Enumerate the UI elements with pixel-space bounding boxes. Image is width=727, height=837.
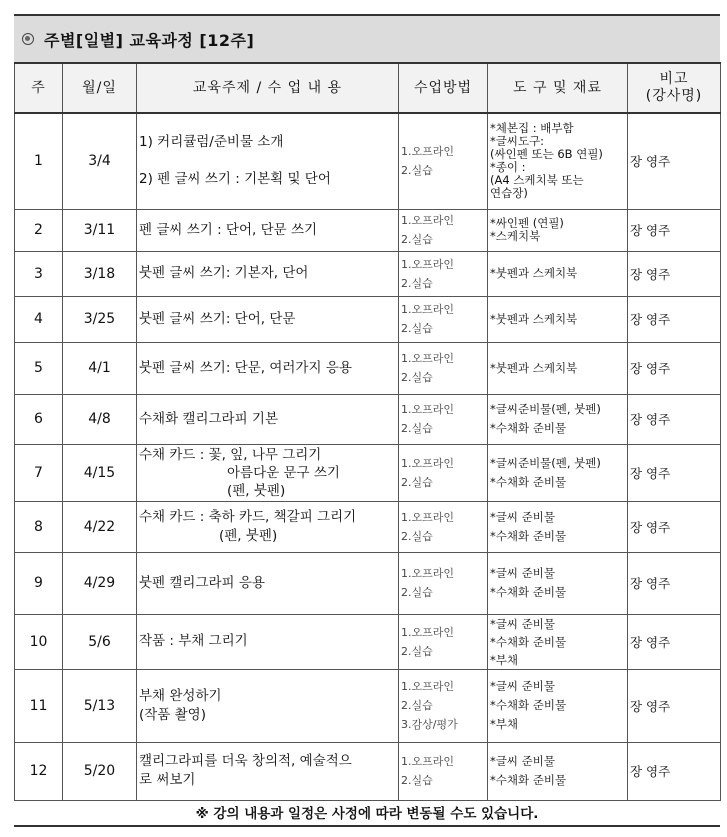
header-note [628, 63, 721, 113]
topic-line: 수채화 캘리그라피 기본 [139, 410, 278, 427]
method-line: 1.오프라인 [401, 680, 454, 693]
tools-line: *글씨 준비물 [490, 679, 555, 693]
table-row [15, 113, 721, 209]
topic-line: 캘리그라피를 더욱 창의적, 예술적으 [139, 753, 352, 769]
table-row [15, 669, 721, 742]
instructor-cell: 장 영주 [628, 209, 721, 251]
method-line: 2.실습 [401, 164, 433, 178]
method-line: 2.실습 [401, 644, 433, 658]
instructor-cell: 장 영주 [628, 552, 721, 614]
table-row [15, 251, 721, 296]
method-line: 2.실습 [401, 774, 433, 787]
topic-cell [137, 296, 399, 342]
method-line: 1.오프라인 [401, 456, 454, 470]
topic-cell [137, 444, 399, 501]
topic-cell [137, 669, 399, 742]
topic-line: 수채 카드 : 꽃, 잎, 나무 그리기 [139, 446, 322, 463]
tools-line: *수채화 준비물 [490, 528, 567, 543]
method-line: 1.오프라인 [401, 257, 454, 271]
week-cell: 12 [15, 742, 63, 800]
method-line: 2.실습 [401, 233, 433, 246]
topic-line: 수채 카드 : 축하 카드, 책갈피 그리기 [139, 508, 357, 525]
method-line: 2.실습 [401, 586, 433, 599]
method-line: 1.오프라인 [401, 352, 454, 365]
topic-line: 붓펜 글씨 쓰기: 단문, 여러가지 응용 [139, 359, 352, 376]
instructor-cell: 장 영주 [628, 742, 721, 800]
tools-line: *글씨 준비물 [490, 616, 555, 631]
header-note-line1: 비고 [659, 71, 689, 87]
method-line: 2.실습 [401, 529, 433, 543]
topic-line: (펜, 붓펜) [219, 527, 278, 544]
tools-line: *부채 [490, 717, 518, 731]
week-cell: 8 [15, 501, 63, 552]
header-tools: 도 구 및 재료 [488, 63, 628, 113]
instructor-cell: 장 영주 [628, 501, 721, 552]
week-cell: 5 [15, 342, 63, 394]
method-line: 3.감상/평가 [401, 718, 458, 731]
tools-line: *싸인펜 (연필) [490, 216, 564, 230]
date-cell: 5/6 [63, 614, 137, 669]
method-line: 1.오프라인 [401, 625, 454, 639]
method-cell [399, 209, 488, 251]
topic-line: 1) 커리큘럼/준비물 소개 [139, 134, 284, 151]
date-cell: 4/8 [63, 394, 137, 444]
date-cell: 4/29 [63, 552, 137, 614]
method-cell [399, 394, 488, 444]
method-line: 1.오프라인 [401, 510, 454, 524]
method-cell [399, 296, 488, 342]
topic-cell [137, 342, 399, 394]
date-cell: 3/11 [63, 209, 137, 251]
method-line: 1.오프라인 [401, 567, 454, 580]
date-cell: 3/18 [63, 251, 137, 296]
tools-line: 연습장) [490, 186, 528, 201]
tools-cell [488, 394, 628, 444]
method-cell [399, 552, 488, 614]
tools-cell [488, 444, 628, 501]
topic-line: 붓펜 글씨 쓰기: 기본자, 단어 [139, 265, 309, 281]
method-line: 1.오프라인 [401, 403, 454, 416]
week-cell: 4 [15, 296, 63, 342]
date-cell: 3/25 [63, 296, 137, 342]
method-line: 2.실습 [401, 422, 433, 435]
tools-cell [488, 614, 628, 669]
instructor-cell: 장 영주 [628, 614, 721, 669]
page-title: 주별[일별] 교육과정 [12주] [44, 30, 255, 50]
instructor-cell: 장 영주 [628, 251, 721, 296]
week-cell: 9 [15, 552, 63, 614]
tools-cell [488, 669, 628, 742]
week-cell: 2 [15, 209, 63, 251]
tools-line: *수채화 준비물 [490, 421, 567, 435]
tools-line: *글씨 준비물 [490, 754, 555, 768]
tools-line: *글씨도구: [490, 134, 545, 149]
tools-line: *글씨준비물(펜, 붓펜) [490, 402, 601, 416]
tools-line: *체본집 : 배부함 [490, 121, 574, 136]
week-cell: 11 [15, 669, 63, 742]
method-line: 2.실습 [401, 322, 433, 335]
week-cell: 10 [15, 614, 63, 669]
tools-line: *글씨준비물(펜, 붓펜) [490, 455, 601, 470]
circle-bullet-icon [22, 33, 34, 45]
method-line: 2.실습 [401, 371, 433, 384]
instructor-cell: 장 영주 [628, 342, 721, 394]
topic-cell [137, 552, 399, 614]
week-cell: 1 [15, 113, 63, 209]
header-date: 월/일 [63, 63, 137, 113]
method-line: 1.오프라인 [401, 145, 454, 159]
date-cell: 3/4 [63, 113, 137, 209]
tools-cell [488, 113, 628, 209]
header-method: 수업방법 [399, 63, 488, 113]
date-cell: 5/20 [63, 742, 137, 800]
week-cell: 6 [15, 394, 63, 444]
method-cell [399, 614, 488, 669]
topic-cell [137, 614, 399, 669]
method-cell [399, 251, 488, 296]
table-row [15, 552, 721, 614]
instructor-cell: 장 영주 [628, 296, 721, 342]
date-cell: 5/13 [63, 669, 137, 742]
header-week: 주 [15, 63, 63, 113]
method-line: 2.실습 [401, 475, 433, 489]
method-line: 1.오프라인 [401, 755, 454, 768]
footer-note: ※ 강의 내용과 일정은 사정에 따라 변동될 수도 있습니다. [14, 803, 720, 827]
instructor-cell: 장 영주 [628, 444, 721, 501]
table-row [15, 614, 721, 669]
topic-cell [137, 251, 399, 296]
table-row [15, 742, 721, 800]
header-topic: 교육주제 / 수 업 내 용 [137, 63, 399, 113]
topic-line: 붓펜 캘리그라피 응용 [139, 574, 265, 591]
method-cell [399, 444, 488, 501]
method-cell [399, 501, 488, 552]
method-cell [399, 113, 488, 209]
date-cell: 4/1 [63, 342, 137, 394]
tools-line: *수채화 준비물 [490, 773, 567, 787]
tools-line: *글씨 준비물 [490, 509, 555, 524]
topic-line: (펜, 붓펜) [227, 482, 286, 499]
tools-line: *수채화 준비물 [490, 698, 567, 712]
week-cell: 3 [15, 251, 63, 296]
tools-cell [488, 209, 628, 251]
method-line: 2.실습 [401, 699, 433, 712]
table-row [15, 209, 721, 251]
method-line: 1.오프라인 [401, 214, 454, 227]
tools-cell [488, 552, 628, 614]
topic-cell [137, 501, 399, 552]
topic-line: 붓펜 글씨 쓰기: 단어, 단문 [139, 310, 296, 327]
tools-line: *스케치북 [490, 229, 541, 243]
topic-cell [137, 742, 399, 800]
method-cell [399, 342, 488, 394]
table-row [15, 296, 721, 342]
week-cell: 7 [15, 444, 63, 501]
date-cell: 4/22 [63, 501, 137, 552]
topic-cell [137, 394, 399, 444]
tools-cell [488, 501, 628, 552]
tools-line: (A4 스케치북 또는 [490, 173, 584, 188]
method-cell [399, 669, 488, 742]
tools-cell [488, 251, 628, 296]
topic-line: (작품 촬영) [139, 706, 206, 723]
date-cell: 4/15 [63, 444, 137, 501]
tools-cell [488, 742, 628, 800]
topic-line: 펜 글씨 쓰기 : 단어, 단문 쓰기 [139, 221, 318, 238]
instructor-cell: 장 영주 [628, 669, 721, 742]
tools-line: *수채화 준비물 [490, 474, 567, 489]
tools-line: *붓펜과 스케치북 [490, 360, 578, 375]
tools-line: *붓펜과 스케치북 [490, 311, 578, 326]
header-note-line2: (강사명) [645, 88, 703, 104]
tools-cell [488, 296, 628, 342]
method-line: 2.실습 [401, 276, 433, 290]
tools-line: *글씨 준비물 [490, 566, 555, 580]
tools-line: *수채화 준비물 [490, 585, 567, 599]
topic-cell [137, 113, 399, 209]
table-row [15, 342, 721, 394]
schedule-table [14, 62, 721, 801]
tools-cell [488, 342, 628, 394]
tools-line: *수채화 준비물 [490, 634, 567, 649]
section-title-bar [14, 14, 720, 62]
topic-line: 작품 : 부채 그리기 [139, 633, 248, 649]
table-row [15, 444, 721, 501]
topic-line: 로 써보기 [139, 772, 196, 788]
table-row [15, 394, 721, 444]
method-line: 1.오프라인 [401, 303, 454, 316]
method-cell [399, 742, 488, 800]
instructor-cell: 장 영주 [628, 394, 721, 444]
topic-line: 2) 펜 글씨 쓰기 : 기본획 및 단어 [139, 171, 331, 188]
topic-line: 부채 완성하기 [139, 687, 222, 704]
topic-line: 아름다운 문구 쓰기 [227, 464, 340, 481]
topic-cell [137, 209, 399, 251]
tools-line: *부채 [490, 652, 518, 667]
tools-line: *붓펜과 스케치북 [490, 266, 578, 280]
instructor-cell: 장 영주 [628, 113, 721, 209]
table-row [15, 501, 721, 552]
tools-line: (싸인펜 또는 6B 연필) [490, 147, 603, 162]
tools-line: *종이 : [490, 160, 526, 175]
table-header-row [15, 63, 721, 113]
